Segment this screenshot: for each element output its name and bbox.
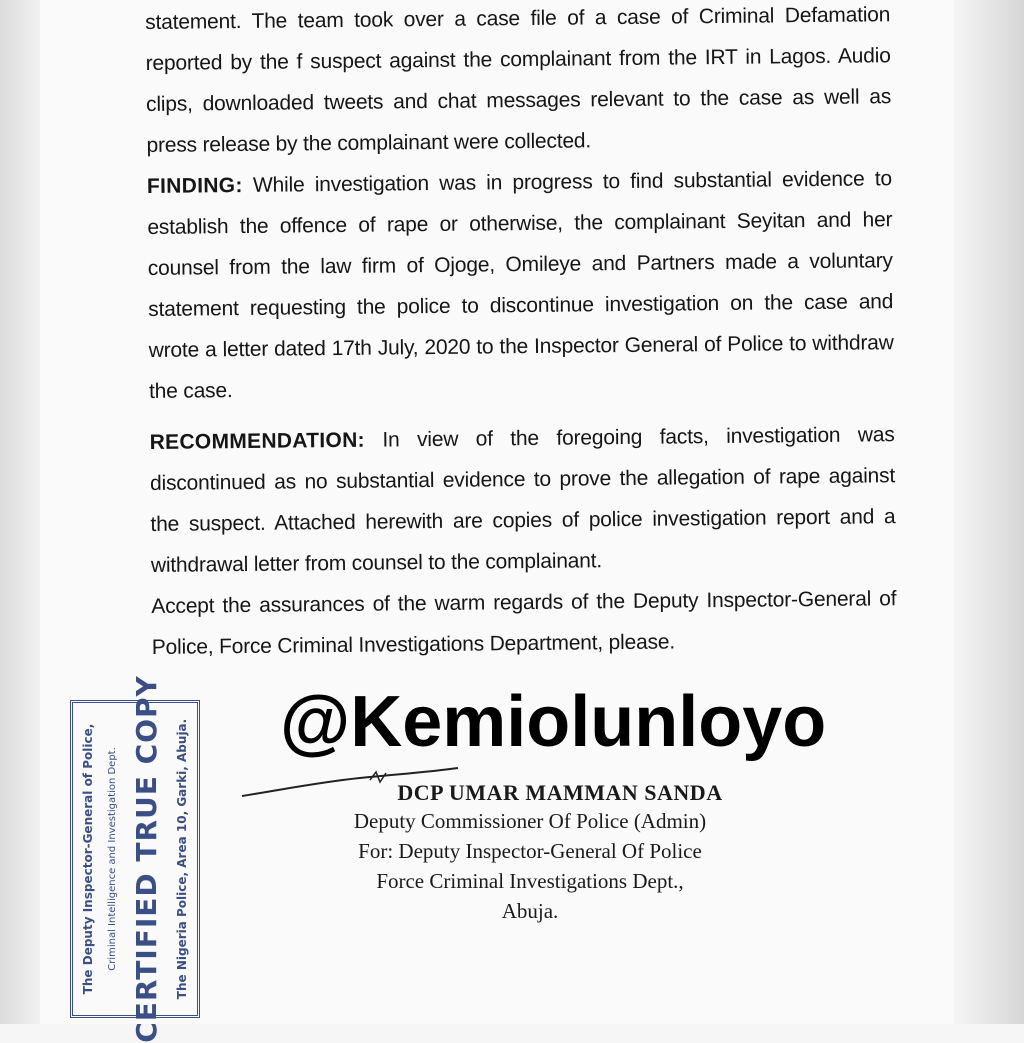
stamp-main-text: CERTIFIED TRUE COPY [130,675,163,1043]
stamp-line-2: Criminal Intelligence and Investigation Dept. [107,747,118,971]
recommendation-paragraph [149,414,896,586]
recommendation-label: RECOMMENDATION: [149,428,366,454]
signatory-name: DCP UMAR MAMMAN SANDA [397,780,723,805]
stamp-line-1: The Deputy Inspector-General of Police, [81,723,95,995]
document-body [145,0,897,668]
signature-block [320,780,740,926]
background-right-edge [954,0,1024,1024]
stamp-line-3: The Nigeria Police, Area 10, Garki, Abuja. [175,718,189,1000]
intro-paragraph: statement. The team took over a case file of a case of Criminal Defamation reported by the f suspect against the complainant from the IRT in Lagos. Audio clips, downloaded tweets and chat messages relevant to the case as well as press release by the complainant were collected. [145,3,892,157]
finding-label: FINDING: [146,173,243,198]
signatory-department: Force Criminal Investigations Dept., [376,869,684,893]
watermark-handle: @Kemiolunloyo [280,682,827,762]
signatory-title: Deputy Commissioner Of Police (Admin) [353,809,707,833]
recommendation-text: In view of the foregoing facts, investigation was discontinued as no substantial evidence to prove the allegation of rape against the suspect. Attached herewith are copies of police investigation report and a withdrawal letter from counsel to the complainant. [149,423,896,577]
certified-true-copy-stamp [70,675,200,1043]
closing-paragraph: Accept the assurances of the warm regards of the Deputy Inspector-General of Police, Force Criminal Investigations Department, please. [151,587,897,659]
finding-paragraph [147,158,895,412]
finding-text: While investigation was in progress to find substantial evidence to establish the offence of rape or otherwise, the complainant Seyitan and her counsel from the law firm of Ojoge, Omileye and Partners made a voluntary statement requesting the police to discontinue investigation on the case and wrote a letter dated 17th July, 2020 to the Inspector General of Police to withdraw the case. [147,167,894,403]
signatory-city: Abuja. [501,899,559,923]
signatory-for-line: For: Deputy Inspector-General Of Police [358,839,702,863]
